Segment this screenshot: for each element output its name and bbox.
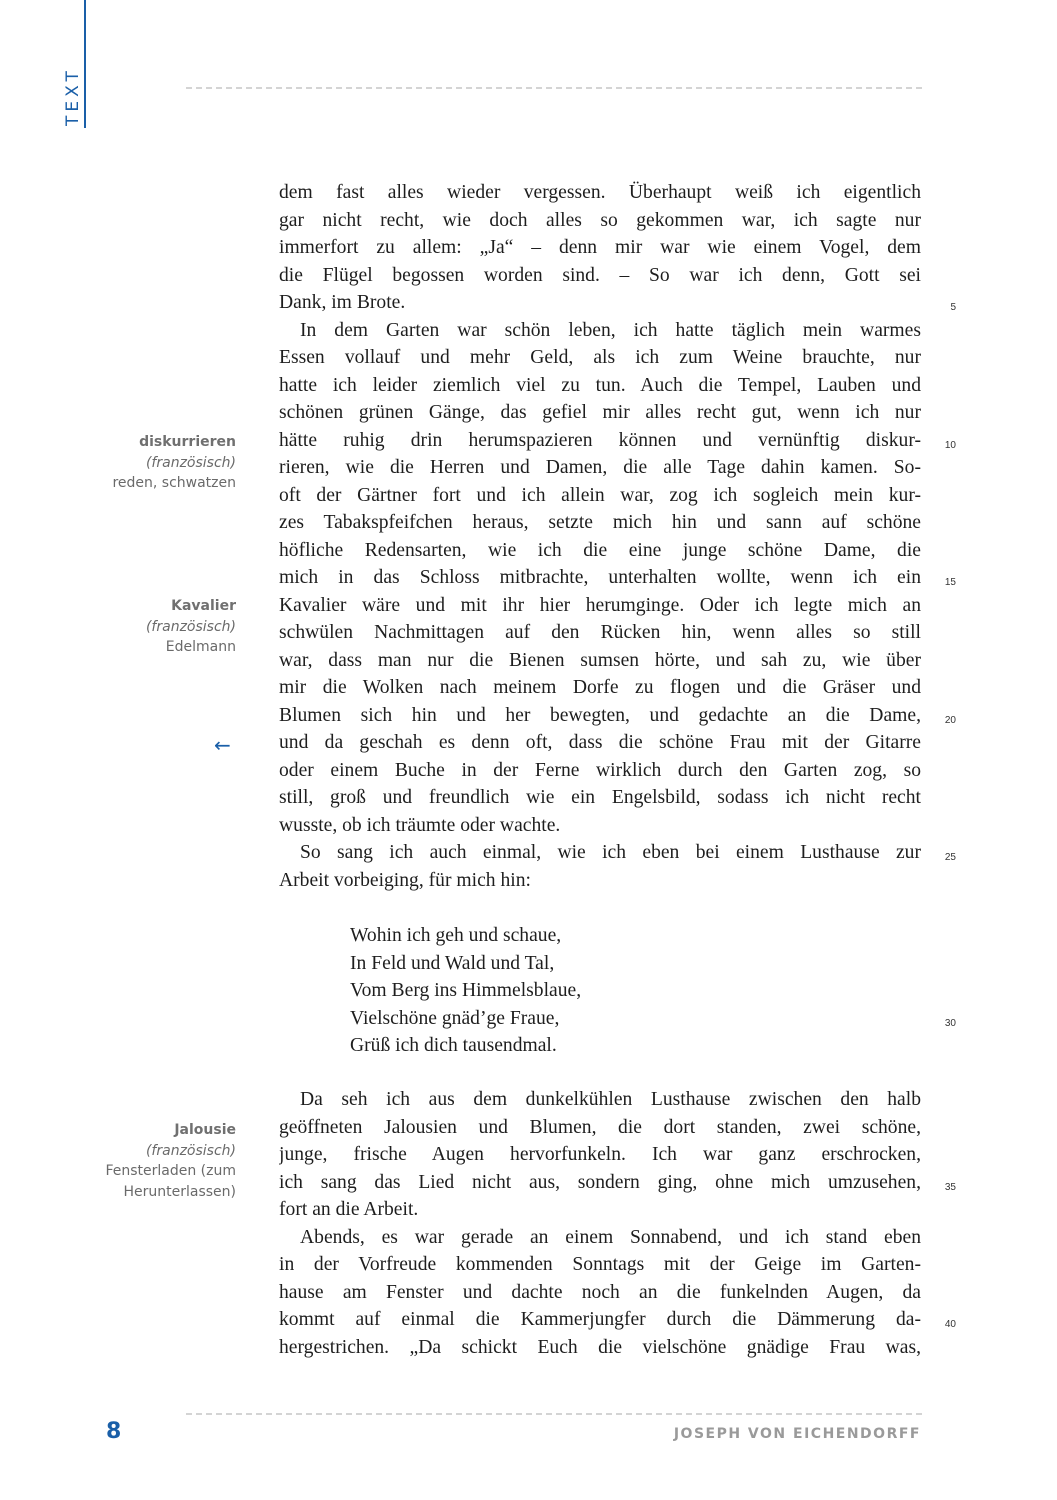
text-line: mich in das Schloss mitbrachte, unterhalten wollte, wenn ich ein (279, 567, 921, 589)
header-divider (186, 87, 922, 89)
note-origin: (französisch) (145, 1142, 236, 1159)
line-number: 20 (944, 714, 956, 726)
section-label: TEXT (63, 67, 83, 126)
text-line: schönen grünen Gänge, das gefiel mir alles recht gut, wenn ich nur (279, 402, 921, 424)
note-meaning: reden, schwatzen (112, 475, 236, 491)
text-line: höfliche Redensarten, wie ich die eine junge schöne Dame, die (279, 539, 921, 561)
text-line: still, groß und freundlich wie ein Engelsbild, sodass ich nicht recht (279, 787, 921, 809)
note-term: Kavalier (171, 598, 236, 614)
note-origin: (französisch) (145, 454, 236, 471)
verse-line: Vielschöne gnäd’ge Fraue, (350, 1007, 560, 1029)
text-line: In dem Garten war schön leben, ich hatte täglich mein warmes (300, 319, 921, 341)
line-number: 25 (944, 852, 956, 863)
text-line: immerfort zu allem: „Ja“ – denn mir war wie einem Vogel, dem (279, 237, 921, 259)
text-line: und da geschah es denn oft, dass die schöne Frau mit der Gitarre (279, 732, 921, 754)
text-line: fort an die Arbeit. (279, 1199, 419, 1221)
author-name: JOSEPH VON EICHENDORFF (673, 1426, 921, 1442)
verse-line: In Feld und Wald und Tal, (350, 952, 555, 974)
text-line: oder einem Buche in der Ferne wirklich durch den Garten zog, so (279, 759, 921, 781)
text-line: dem fast alles wieder vergessen. Überhaupt weiß ich eigentlich (279, 182, 921, 204)
line-number: 5 (950, 302, 956, 313)
verse-line: Wohin ich geh und schaue, (350, 925, 562, 947)
verse-line: Vom Berg ins Himmelsblaue, (350, 980, 582, 1002)
note-term: Jalousie (174, 1122, 236, 1138)
text-line: schwülen Nachmittagen auf den Rücken hin, wenn alles so still (279, 622, 921, 644)
text-line: gar nicht recht, wie doch alles so gekommen war, ich sagte nur (279, 209, 921, 231)
back-arrow-icon[interactable]: ← (214, 733, 231, 757)
note-meaning: Herunterlassen) (123, 1183, 236, 1200)
footer-divider (186, 1413, 922, 1415)
text-line: mir die Wolken nach meinem Dorfe zu flogen und die Gräser und (279, 677, 921, 699)
note-origin: (französisch) (145, 618, 236, 635)
text-line: zes Tabakspfeifchen heraus, setzte mich hin und sann auf schöne (279, 512, 921, 534)
text-line: hatte ich leider ziemlich viel zu tun. Auch die Tempel, Lauben und (279, 374, 921, 396)
verse-line: Grüß ich dich tausendmal. (350, 1035, 557, 1057)
text-line: Da seh ich aus dem dunkelkühlen Lusthause zwischen den halb (300, 1089, 921, 1111)
text-line: Essen vollauf und mehr Geld, als ich zum Weine brauchte, nur (279, 347, 921, 369)
line-number: 40 (944, 1319, 956, 1330)
text-line: wusste, ob ich träumte oder wachte. (279, 814, 561, 836)
sidebar-accent-line (84, 0, 86, 128)
note-term: diskurrieren (139, 434, 236, 450)
line-number: 30 (944, 1017, 956, 1029)
text-line: in der Vorfreude kommenden Sonntags mit der Geige im Garten- (279, 1254, 921, 1276)
note-meaning: Fensterladen (zum (105, 1163, 236, 1179)
line-number: 35 (944, 1181, 956, 1193)
text-line: ich sang das Lied nicht aus, sondern ging, ohne mich umzusehen, (279, 1171, 921, 1193)
text-line: junge, frische Augen hervorfunkeln. Ich war ganz erschrocken, (279, 1144, 921, 1166)
text-line: Blumen sich hin und her bewegten, und gedachte an die Dame, (279, 704, 921, 726)
text-line: oft der Gärtner fort und ich allein war, zog ich sogleich mein kur- (279, 484, 921, 506)
note-meaning: Edelmann (165, 639, 236, 655)
text-line: kommt auf einmal die Kammerjungfer durch die Dämmerung da- (279, 1309, 921, 1331)
text-line: hause am Fenster und dachte noch an die funkelnden Augen, da (279, 1281, 921, 1303)
text-line: rieren, wie die Herren und Damen, die alle Tage dahin kamen. So- (279, 457, 921, 479)
line-number: 10 (944, 439, 956, 451)
text-line: hätte ruhig drin herumspazieren können und vernünftig diskur- (279, 429, 921, 451)
line-number: 15 (944, 577, 956, 588)
page-number: 8 (106, 1419, 122, 1444)
text-line: Kavalier wäre und mit ihr hier herumginge. Oder ich legte mich an (279, 594, 921, 616)
margin-note-jalousie (105, 1120, 236, 1202)
margin-note-diskurrieren (112, 432, 236, 494)
text-line: So sang ich auch einmal, wie ich eben bei einem Lusthause zur (300, 842, 921, 864)
text-line: Abends, es war gerade an einem Sonnabend, und ich stand eben (300, 1226, 921, 1248)
text-line: geöffneten Jalousien und Blumen, die dort standen, zwei schöne, (279, 1116, 921, 1138)
text-line: war, dass man nur die Bienen sumsen hörte, und sah zu, wie über (279, 649, 921, 671)
text-line: Dank, im Brote. (279, 292, 406, 314)
margin-note-kavalier (146, 596, 236, 658)
text-line: hergestrichen. „Da schickt Euch die vielschöne gnädige Frau was, (279, 1336, 921, 1358)
text-line: die Flügel begossen worden sind. – So war ich denn, Gott sei (279, 264, 921, 286)
text-line: Arbeit vorbeiging, für mich hin: (279, 869, 531, 891)
